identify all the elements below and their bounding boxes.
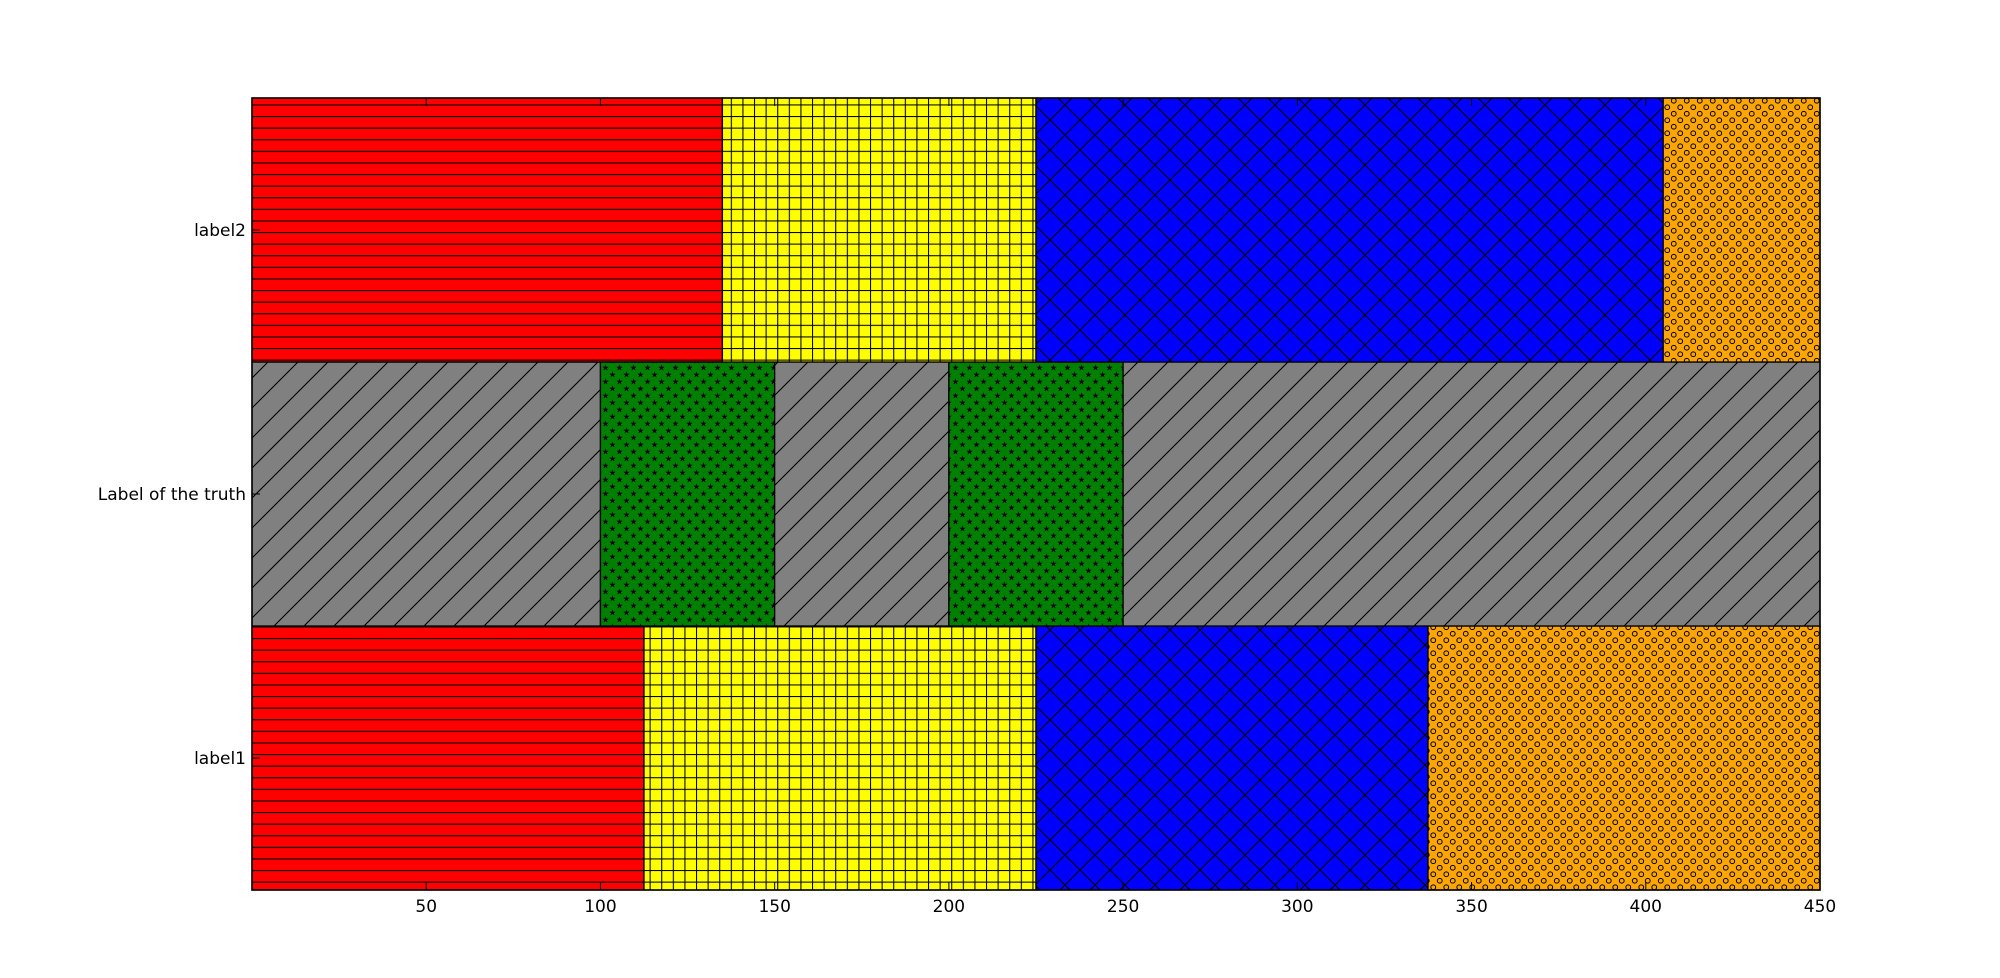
y-tick-label: label1 xyxy=(194,749,246,769)
x-tick-label: 50 xyxy=(415,897,438,917)
bar-hatch-row0-0 xyxy=(252,626,644,890)
bar-hatch-row2-3 xyxy=(1663,98,1820,362)
bars-group xyxy=(252,98,1820,890)
bar-hatch-row0-2 xyxy=(1036,626,1428,890)
x-tick-label: 300 xyxy=(1281,897,1314,917)
x-tick-label: 200 xyxy=(932,897,966,917)
bar-hatch-row0-1 xyxy=(644,626,1036,890)
bar-hatch-row1-3 xyxy=(949,362,1123,626)
x-tick-label: 250 xyxy=(1106,897,1140,917)
x-tick-label: 350 xyxy=(1455,897,1488,917)
bar-hatch-row2-1 xyxy=(722,98,1036,362)
bar-hatch-row1-1 xyxy=(600,362,774,626)
y-tick-label: label2 xyxy=(194,221,246,241)
x-tick-label: 400 xyxy=(1629,897,1663,917)
x-tick-label: 150 xyxy=(758,897,791,917)
y-axis-ticks xyxy=(98,221,260,769)
y-tick-label: Label of the truth xyxy=(97,485,246,505)
bar-hatch-row1-0 xyxy=(252,362,600,626)
x-tick-label: 100 xyxy=(584,897,617,917)
bar-hatch-row0-3 xyxy=(1428,626,1820,890)
bar-hatch-row2-0 xyxy=(252,98,722,362)
bar-hatch-row2-2 xyxy=(1036,98,1663,362)
bar-hatch-row1-2 xyxy=(775,362,949,626)
x-tick-label: 450 xyxy=(1803,897,1837,917)
bar-hatch-row1-4 xyxy=(1123,362,1820,626)
